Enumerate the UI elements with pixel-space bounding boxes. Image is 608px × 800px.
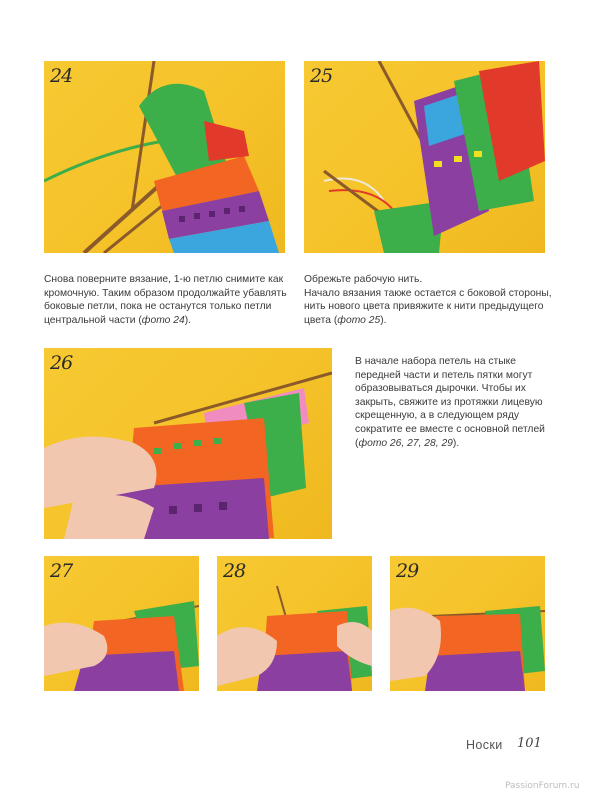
photo-26 (44, 348, 332, 539)
text-line: нить нового цвета привяжите к нити предыдущего (304, 301, 544, 313)
photo-reference: фото 25 (337, 314, 381, 326)
sock-knitting-image (304, 61, 545, 253)
photo-reference: фото 24 (141, 314, 185, 326)
text-line: Обрежьте рабочую нить. (304, 274, 423, 285)
paragraph-photo-26-29 (355, 355, 565, 450)
sock-knitting-image (44, 61, 285, 253)
text-line: боковые петли, пока не останутся только петли (44, 301, 272, 313)
text-prefix: ( (355, 437, 359, 449)
photo-24 (44, 61, 285, 253)
text-line: Снова поверните вязание, 1-ю петлю снимите как (44, 274, 284, 285)
text-line: В начале набора петель на стыке (355, 356, 517, 367)
text-line: передней части и петель пятки могут (355, 369, 533, 381)
section-title: Носки (466, 738, 503, 752)
paragraph-photo-24 (44, 273, 294, 327)
photo-29 (390, 556, 545, 691)
text-suffix: ). (380, 314, 387, 326)
photo-number: 27 (50, 560, 73, 582)
photo-reference: фото 26, 27, 28, 29 (358, 437, 453, 449)
page-number: 101 (517, 736, 542, 751)
sock-knitting-image (44, 348, 332, 539)
photo-number: 25 (310, 65, 333, 87)
photo-number: 29 (396, 560, 419, 582)
text-suffix: ). (184, 314, 192, 326)
text-suffix: ). (452, 437, 460, 449)
text-line: образовываться дырочки. Чтобы их (355, 383, 526, 395)
photo-number: 28 (223, 560, 246, 582)
text-line: скрещенную, а в следующем ряду (355, 410, 519, 422)
photo-25 (304, 61, 545, 253)
text-line: сократите ее вместе с основной петлей (355, 423, 545, 435)
text-line: кромочную. Таким образом продолжайте убавлять (44, 287, 287, 299)
photo-27 (44, 556, 199, 691)
text-prefix: центральной части ( (44, 314, 142, 326)
photo-number: 24 (50, 65, 73, 87)
text-line: Начало вязания также остается с боковой стороны, (304, 287, 552, 299)
text-prefix: цвета ( (304, 314, 338, 326)
paragraph-photo-25 (304, 273, 564, 327)
watermark: PassionForum.ru (505, 781, 580, 791)
text-line: закрыть, свяжите из протяжки лицевую (355, 396, 543, 408)
photo-number: 26 (50, 352, 73, 374)
photo-28 (217, 556, 372, 691)
